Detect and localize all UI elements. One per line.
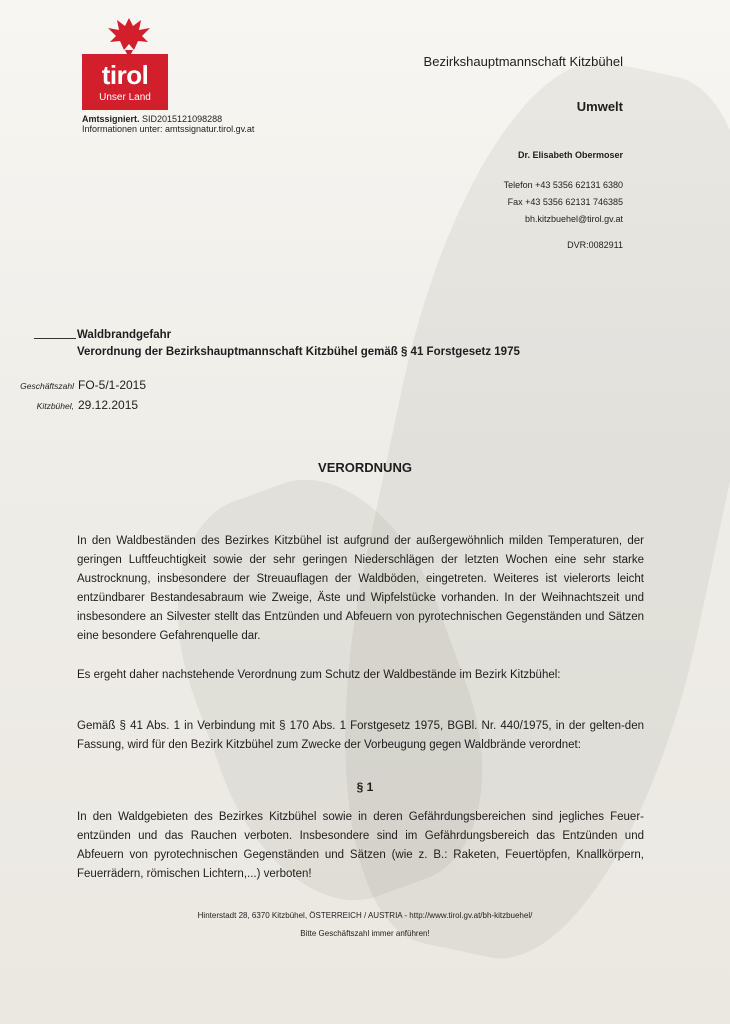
paragraph-order: Es ergeht daher nachstehende Verordnung zum Schutz der Waldbestände im Bezirk Kitzbühel: <box>77 669 561 681</box>
email-address: bh.kitzbuehel@tirol.gv.at <box>524 214 623 224</box>
official-signature-note <box>82 114 254 134</box>
file-number-label: Geschäftszahl <box>20 381 74 391</box>
footer-note: Bitte Geschäftszahl immer anführen! <box>300 929 430 938</box>
paragraph-legal-basis: Gemäß § 41 Abs. 1 in Verbindung mit § 170 Abs. 1 Forstgesetz 1975, BGBl. Nr. 440/1975, in der gelten-den Fassung, wird für den Bezirk Kitzbühel zum Zwecke der Vorbeugung gegen Waldbrände verordnet: <box>77 720 644 751</box>
paragraph-intro: In den Waldbeständen des Bezirkes Kitzbühel ist aufgrund der außergewöhnlich milden Temperaturen, der geringen Luftfeuchtigkeit sowie der sehr geringen Niederschlägen der letzten Wochen eine sehr starke Austrocknung, insbesondere der Streuauflagen der Waldböden, eingetreten. Weiteres ist vielerorts leicht entzündbarer Bestandesabraum wie Zweige, Äste und Wipfelstücke vorhanden. In der Weihnachtszeit und insbesondere an Silvester stellt das Entzünden und Abfeuern von pyrotechnischen Gegenständen und Sätzen eine besondere Gefahrenquelle dar. <box>77 535 644 642</box>
authority-name: Bezirkshauptmannschaft Kitzbühel <box>423 54 623 69</box>
signature-info: Informationen unter: amtssignatur.tirol.gv.at <box>82 124 255 134</box>
tirol-logo <box>82 14 168 110</box>
place-label: Kitzbühel, <box>36 401 74 411</box>
subject-block <box>77 327 520 361</box>
section-heading: § 1 <box>356 780 374 794</box>
contact-details <box>504 177 623 228</box>
signature-id: SID2015121098288 <box>142 114 223 124</box>
signature-label: Amtssigniert. <box>82 114 140 124</box>
file-number-value: FO-5/1-2015 <box>78 378 147 392</box>
logo-tagline: Unser Land <box>99 92 151 103</box>
logo-wordmark: tirol <box>101 60 149 90</box>
document-heading: VERORDNUNG <box>318 460 412 475</box>
dvr-number: DVR:0082911 <box>567 240 623 250</box>
subject-subtitle: Verordnung der Bezirkshauptmannschaft Kitzbühel gemäß § 41 Forstgesetz 1975 <box>77 346 520 358</box>
subject-title: Waldbrandgefahr <box>77 329 172 341</box>
department-name: Umwelt <box>576 99 623 114</box>
fax-number: Fax +43 5356 62131 746385 <box>507 197 623 207</box>
phone-number: Telefon +43 5356 62131 6380 <box>503 180 623 190</box>
fold-mark <box>34 338 76 339</box>
footer-address: Hinterstadt 28, 6370 Kitzbühel, ÖSTERREICH / AUSTRIA - http://www.tirol.gv.at/bh-kitzbuehel/ <box>197 911 533 920</box>
contact-person: Dr. Elisabeth Obermoser <box>517 150 623 160</box>
date-value: 29.12.2015 <box>78 398 139 412</box>
paragraph-section-1: In den Waldgebieten des Bezirkes Kitzbühel sowie in deren Gefährdungsbereichen sind jegliches Feuer-entzünden und das Rauchen verboten. Insbesondere sind im Gefährdungsbereich das Entzünden und Abfeuern von pyrotechnischen Gegenständen und Sätzen (wie z. B.: Raketen, Feuertöpfen, Knallkörpern, Feuerrädern, römischen Lichtern,...) verboten! <box>77 811 644 880</box>
